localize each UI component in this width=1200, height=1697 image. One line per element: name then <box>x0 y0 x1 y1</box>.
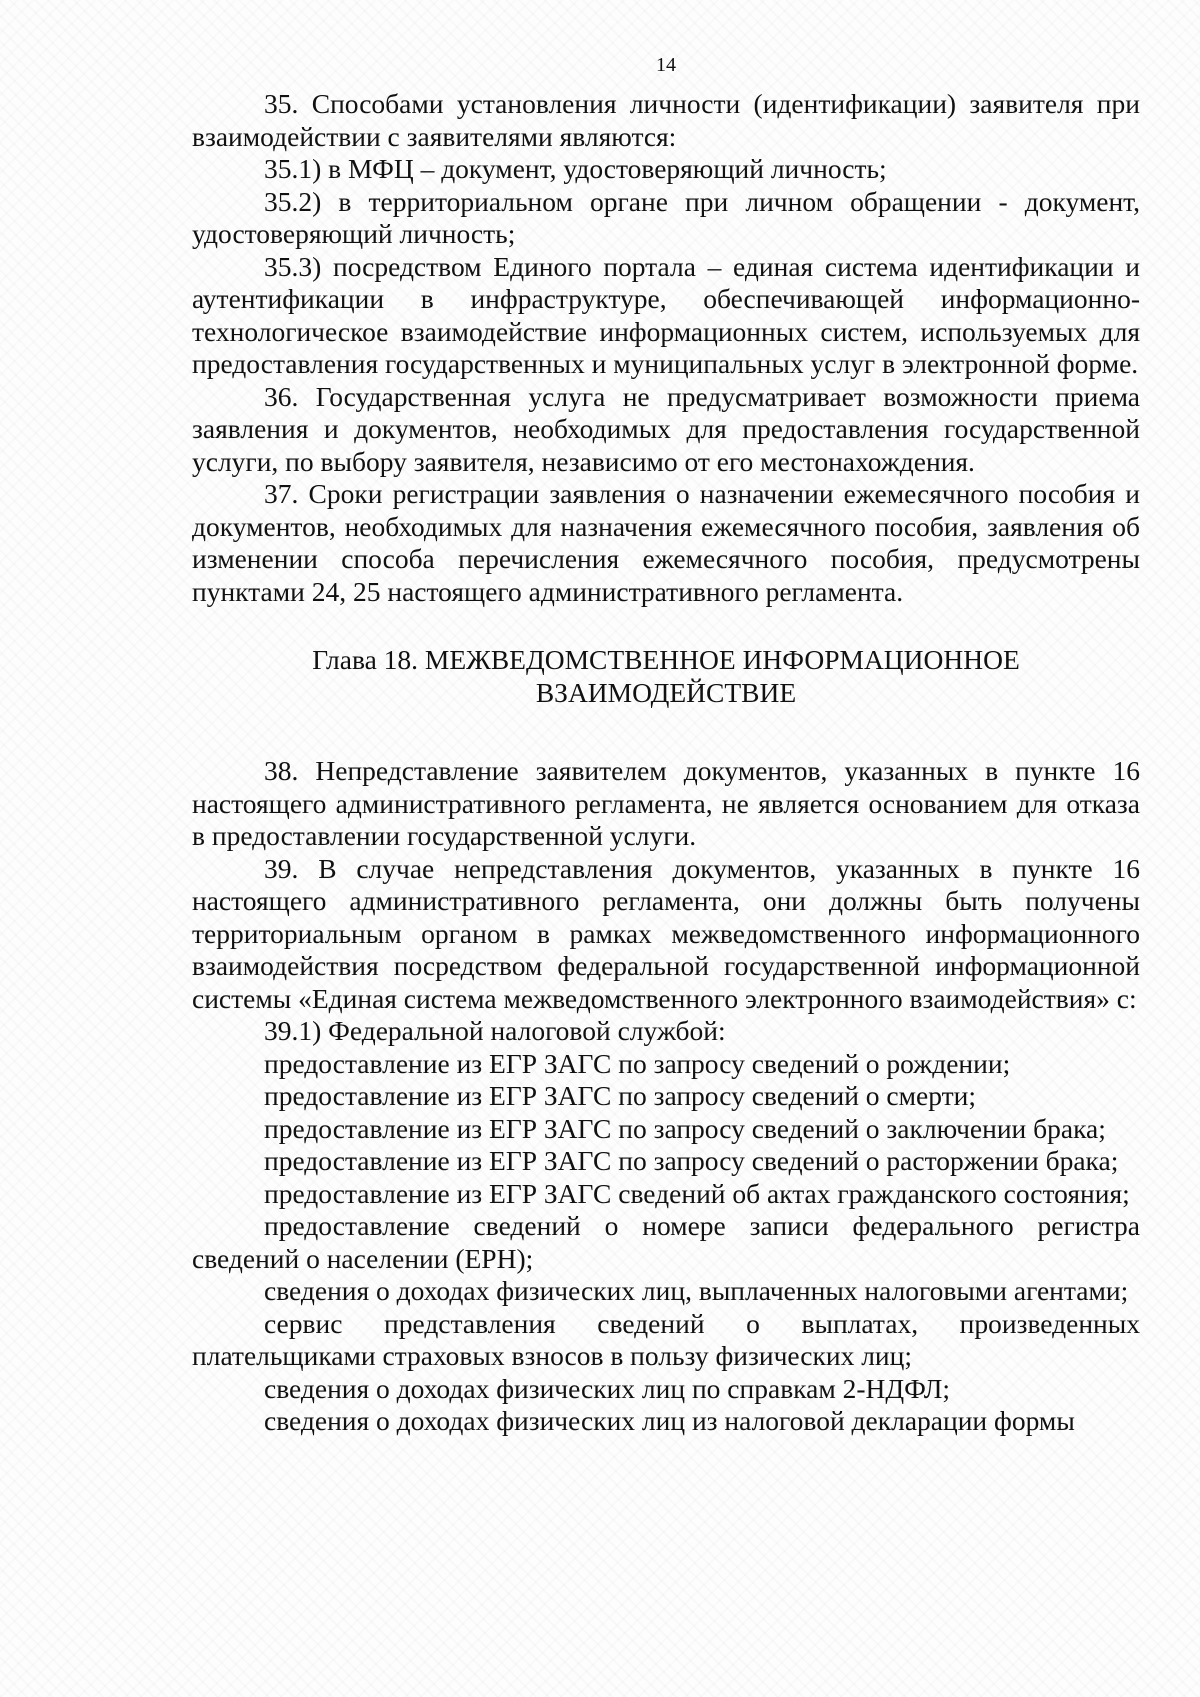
list-item-2ndfl: сведения о доходах физических лиц по справкам 2-НДФЛ; <box>264 1372 951 1404</box>
paragraph-35-1: 35.1) в МФЦ – документ, удостоверяющий личность; <box>264 153 887 184</box>
paragraph-35-3: 35.3) посредством Единого портала – единая система идентификации и аутентификации в инфраструктуре, обеспечивающей информационно-технологическое взаимодействие информационных систем, используемых для предоставления государственных и муниципальных услуг в электронной форме. <box>192 250 1140 379</box>
paragraph-39: 39. В случае непредставления документов, указанных в пункте 16 настоящего административного регламента, они должны быть получены территориальным органом в рамках межведомственного информационного взаимодействия посредством федеральной государственной информационной системы «Единая система межведомственного электронного взаимодействия» с: <box>192 852 1140 1014</box>
paragraph-38: 38. Непредставление заявителем документов, указанных в пункте 16 настоящего административного регламента, не является основанием для отказа в предоставлении государственной услуги. <box>192 755 1140 851</box>
paragraph-39-1: 39.1) Федеральной налоговой службой: <box>264 1015 726 1046</box>
document-body <box>192 88 1140 1438</box>
paragraph-37: 37. Сроки регистрации заявления о назначении ежемесячного пособия и документов, необходимых для назначения ежемесячного пособия, заявления об изменении способа перечисления ежемесячного пособия, предусмотрены пунктами 24, 25 настоящего административного регламента. <box>192 478 1140 607</box>
list-item-death: предоставление из ЕГР ЗАГС по запросу сведений о смерти; <box>264 1080 976 1111</box>
paragraph-35: 35. Способами установления личности (идентификации) заявителя при взаимодействии с заявителями являются: <box>192 88 1140 152</box>
list-item-birth: предоставление из ЕГР ЗАГС по запросу сведений о рождении; <box>264 1047 1011 1079</box>
chapter-title-line-2: ВЗАИМОДЕЙСТВИЕ <box>535 676 797 708</box>
chapter-title <box>192 644 1140 709</box>
list-item-ern: предоставление сведений о номере записи федерального регистра сведений о населении (ЕРН); <box>192 1210 1140 1274</box>
list-item-insurance-payments: сервис представления сведений о выплатах, произведенных плательщиками страховых взносов в пользу физических лиц; <box>192 1307 1140 1371</box>
list-item-tax-agents: сведения о доходах физических лиц, выплаченных налоговыми агентами; <box>264 1275 1129 1306</box>
list-item-marriage: предоставление из ЕГР ЗАГС по запросу сведений о заключении брака; <box>264 1112 1106 1144</box>
paragraph-35-2: 35.2) в территориальном органе при личном обращении - документ, удостоверяющий личность; <box>192 185 1140 249</box>
list-item-civil-acts: предоставление из ЕГР ЗАГС сведений об актах гражданского состояния; <box>264 1177 1130 1209</box>
paragraph-36: 36. Государственная услуга не предусматривает возможности приема заявления и документов, необходимых для предоставления государственной услуги, по выбору заявителя, независимо от его местонахождения. <box>192 380 1140 477</box>
chapter-title-line-1: Глава 18. МЕЖВЕДОМСТВЕННОЕ ИНФОРМАЦИОННОЕ <box>312 644 1020 675</box>
list-item-tax-declaration: сведения о доходах физических лиц из налоговой декларации формы <box>264 1405 1075 1436</box>
page-number: 14 <box>656 54 676 76</box>
list-item-divorce: предоставление из ЕГР ЗАГС по запросу сведений о расторжении брака; <box>264 1145 1119 1176</box>
